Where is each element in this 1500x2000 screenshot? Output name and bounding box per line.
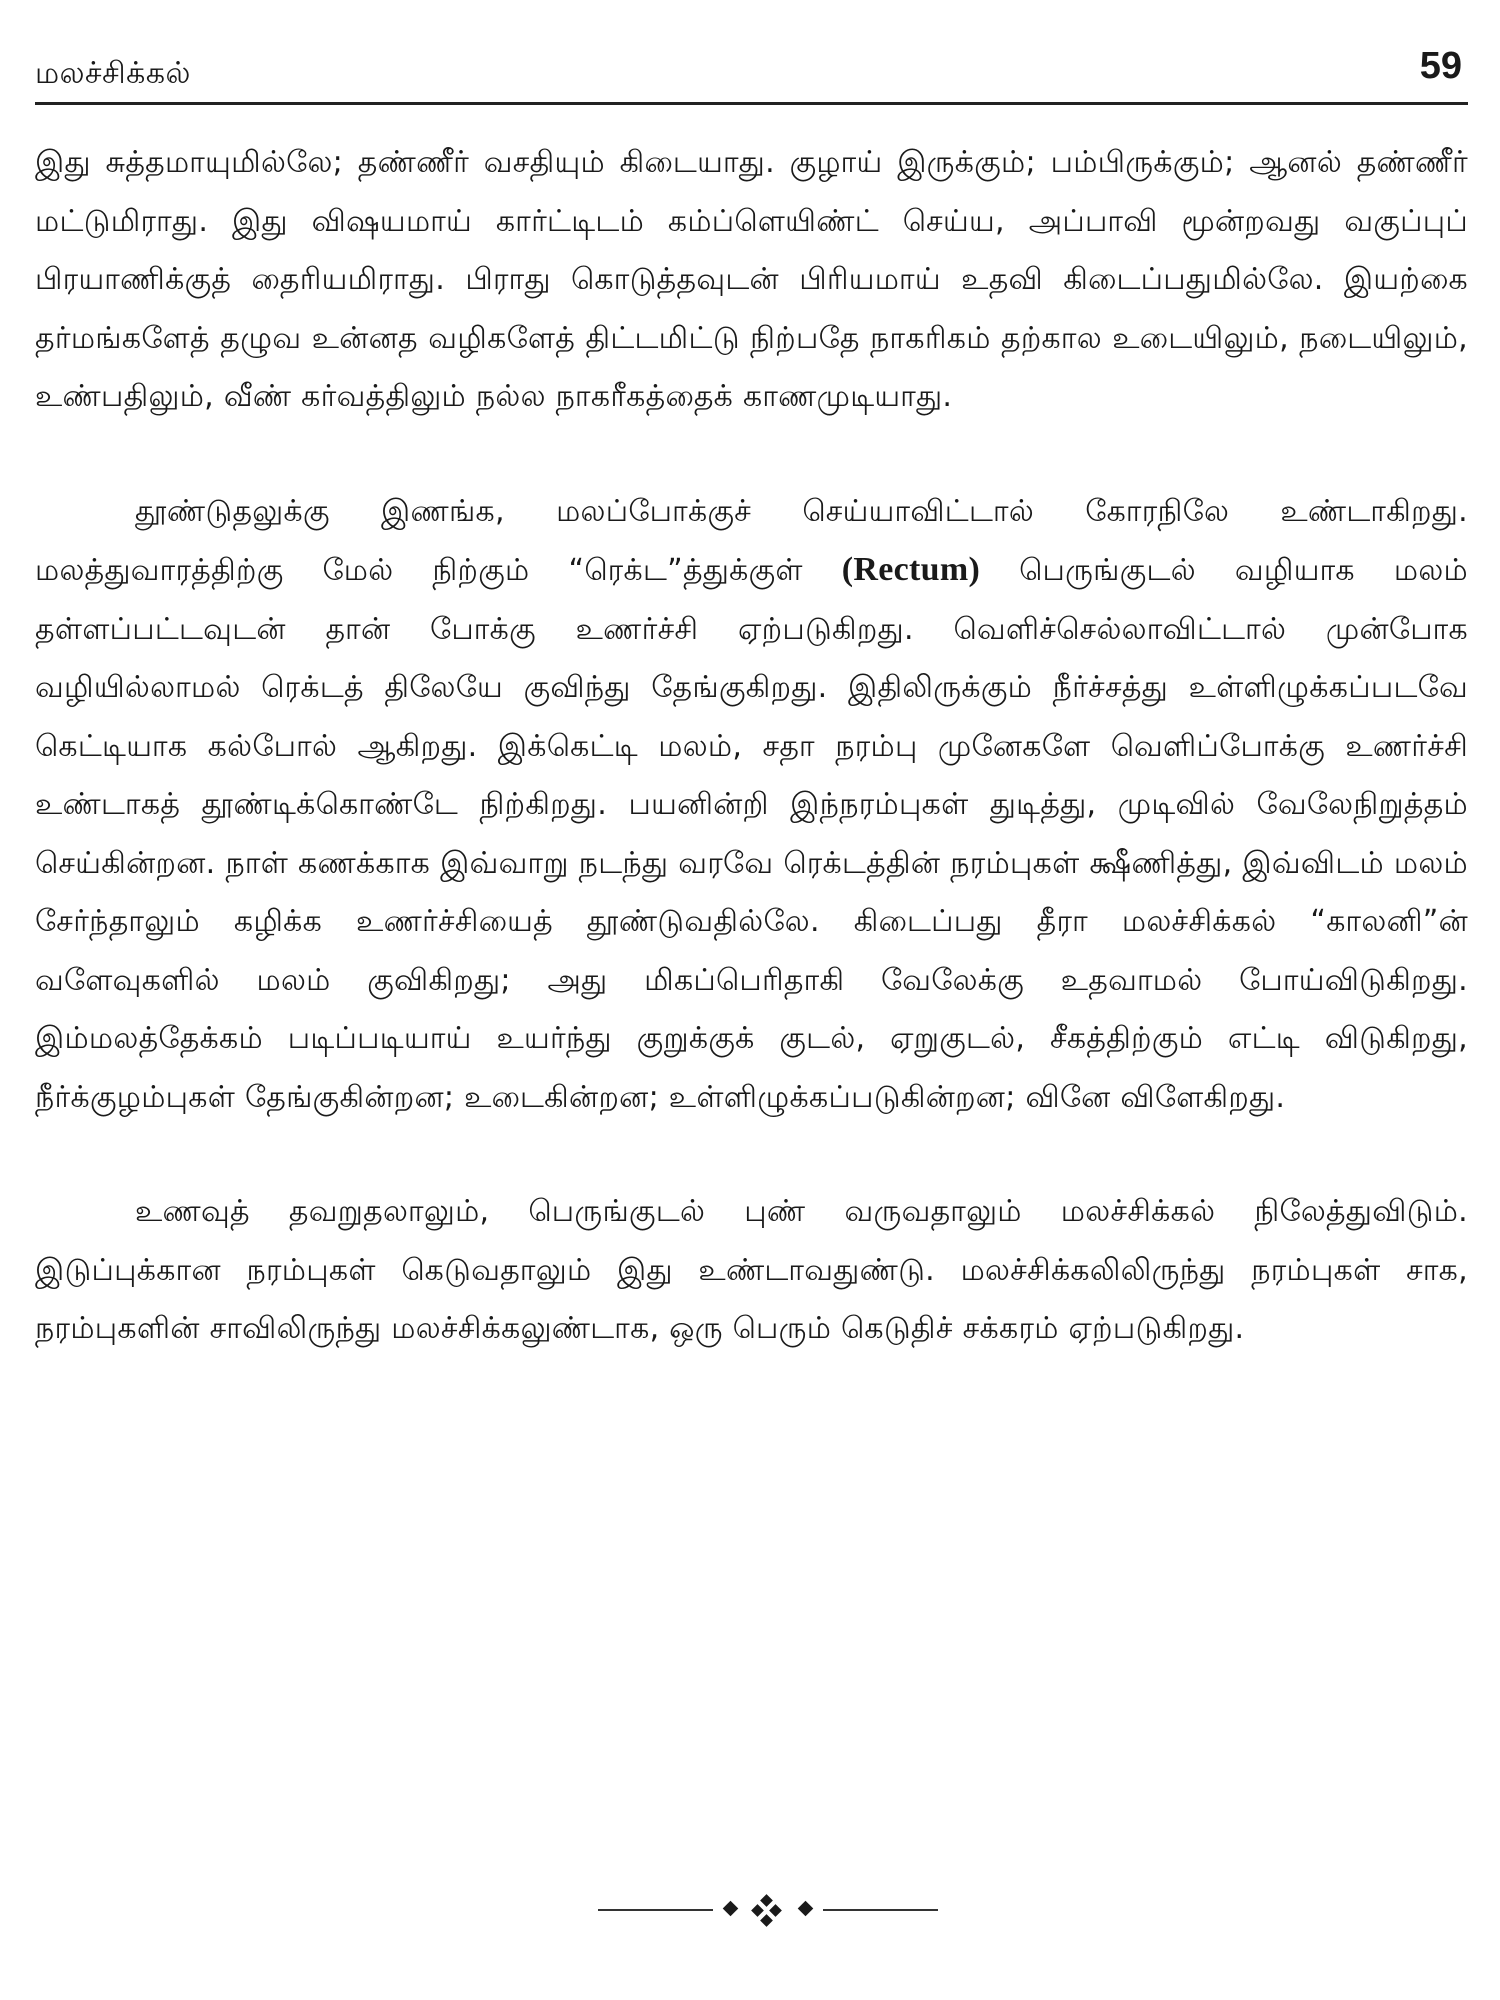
paragraph-2 xyxy=(35,483,1468,1128)
ornament-flower-icon xyxy=(750,1894,784,1928)
ornament-right-line xyxy=(823,1909,938,1911)
running-header xyxy=(35,44,1468,102)
paragraph-2-text-after: பெருங்குடல் வழியாக மலம் தள்ளப்பட்டவுடன் தான் போக்கு உணர்ச்சி ஏற்படுகிறது. வெளிச்செல்லாவிட்டால் முன்போக வழியில்லாமல் ரெக்டத் திலேயே குவிந்து தேங்குகிறது. இதிலிருக்கும் நீர்ச்சத்து உள்ளிழுக்கப்படவே கெட்டியாக கல்போல் ஆகிறது. இக்கெட்டி மலம், சதா நரம்பு முனேகளே வெளிப்போக்கு உணர்ச்சி உண்டாகத் தூண்டிக்கொண்டே நிற்கிறது. பயனின்றி இந்நரம்புகள் துடித்து, முடிவில் வேலேநிறுத்தம் செய்கின்றன. நாள் கணக்காக இவ்வாறு நடந்து வரவே ரெக்டத்தின் நரம்புகள் க்ஷீணித்து, இவ்விடம் மலம் சேர்ந்தாலும் கழிக்க உணர்ச்சியைத் தூண்டுவதில்லே. கிடைப்பது தீரா மலச்சிக்கல் “காலனி”ன் வளேவுகளில் மலம் குவிகிறது; அது மிகப்பெரிதாகி வேலேக்கு உதவாமல் போய்விடுகிறது. இம்மலத்தேக்கம் படிப்படியாய் உயர்ந்து குறுக்குக் குடல், ஏறுகுடல், சீகத்திற்கும் எட்டி விடுகிறது, நீர்க்குழம்புகள் தேங்குகின்றன; உடைகின்றன; உள்ளிழுக்கப்படுகின்றன; வினே விளேகிறது. xyxy=(35,553,1468,1115)
ornament-left-line xyxy=(598,1909,713,1911)
ornament-diamond-icon xyxy=(798,1901,814,1917)
body-text xyxy=(35,134,1468,1359)
running-title: மலச்சிக்கல் xyxy=(35,56,191,91)
page-number: 59 xyxy=(1419,45,1462,87)
paragraph-3: உணவுத் தவறுதலாலும், பெருங்குடல் புண் வருவதாலும் மலச்சிக்கல் நிலேத்துவிடும். இடுப்புக்கான நரம்புகள் கெடுவதாலும் இது உண்டாவதுண்டு. மலச்சிக்கலிலிருந்து நரம்புகள் சாக, நரம்புகளின் சாவிலிருந்து மலச்சிக்கலுண்டாக, ஒரு பெரும் கெடுதிச் சக்கரம் ஏற்படுகிறது. xyxy=(35,1194,1468,1346)
rectum-term: (Rectum) xyxy=(841,551,981,588)
section-end-ornament xyxy=(598,1890,938,1930)
paragraph-1: இது சுத்தமாயுமில்லே; தண்ணீர் வசதியும் கிடையாது. குழாய் இருக்கும்; பம்பிருக்கும்; ஆனல் தண்ணீர் மட்டுமிராது. இது விஷயமாய் கார்ட்டிடம் கம்ப்ளெயிண்ட் செய்ய, அப்பாவி மூன்றவது வகுப்புப் பிரயாணிக்குத் தைரியமிராது. பிராது கொடுத்தவுடன் பிரியமாய் உதவி கிடைப்பதுமில்லே. இயற்கை தர்மங்களேத் தழுவ உன்னத வழிகளேத் திட்டமிட்டு நிற்பதே நாகரிகம் தற்கால உடையிலும், நடையிலும், உண்பதிலும், வீண் கர்வத்திலும் நல்ல நாகரீகத்தைக் காணமுடியாது. xyxy=(35,145,1468,414)
paragraph-2-text-before: தூண்டுதலுக்கு இணங்க, மலப்போக்குச் செய்யாவிட்டால் கோரநிலே உண்டாகிறது. மலத்துவாரத்திற்கு மேல் நிற்கும் “ரெக்ட”த்துக்குள் xyxy=(35,493,1468,588)
header-rule xyxy=(35,102,1468,105)
ornament-diamond-icon xyxy=(723,1901,739,1917)
